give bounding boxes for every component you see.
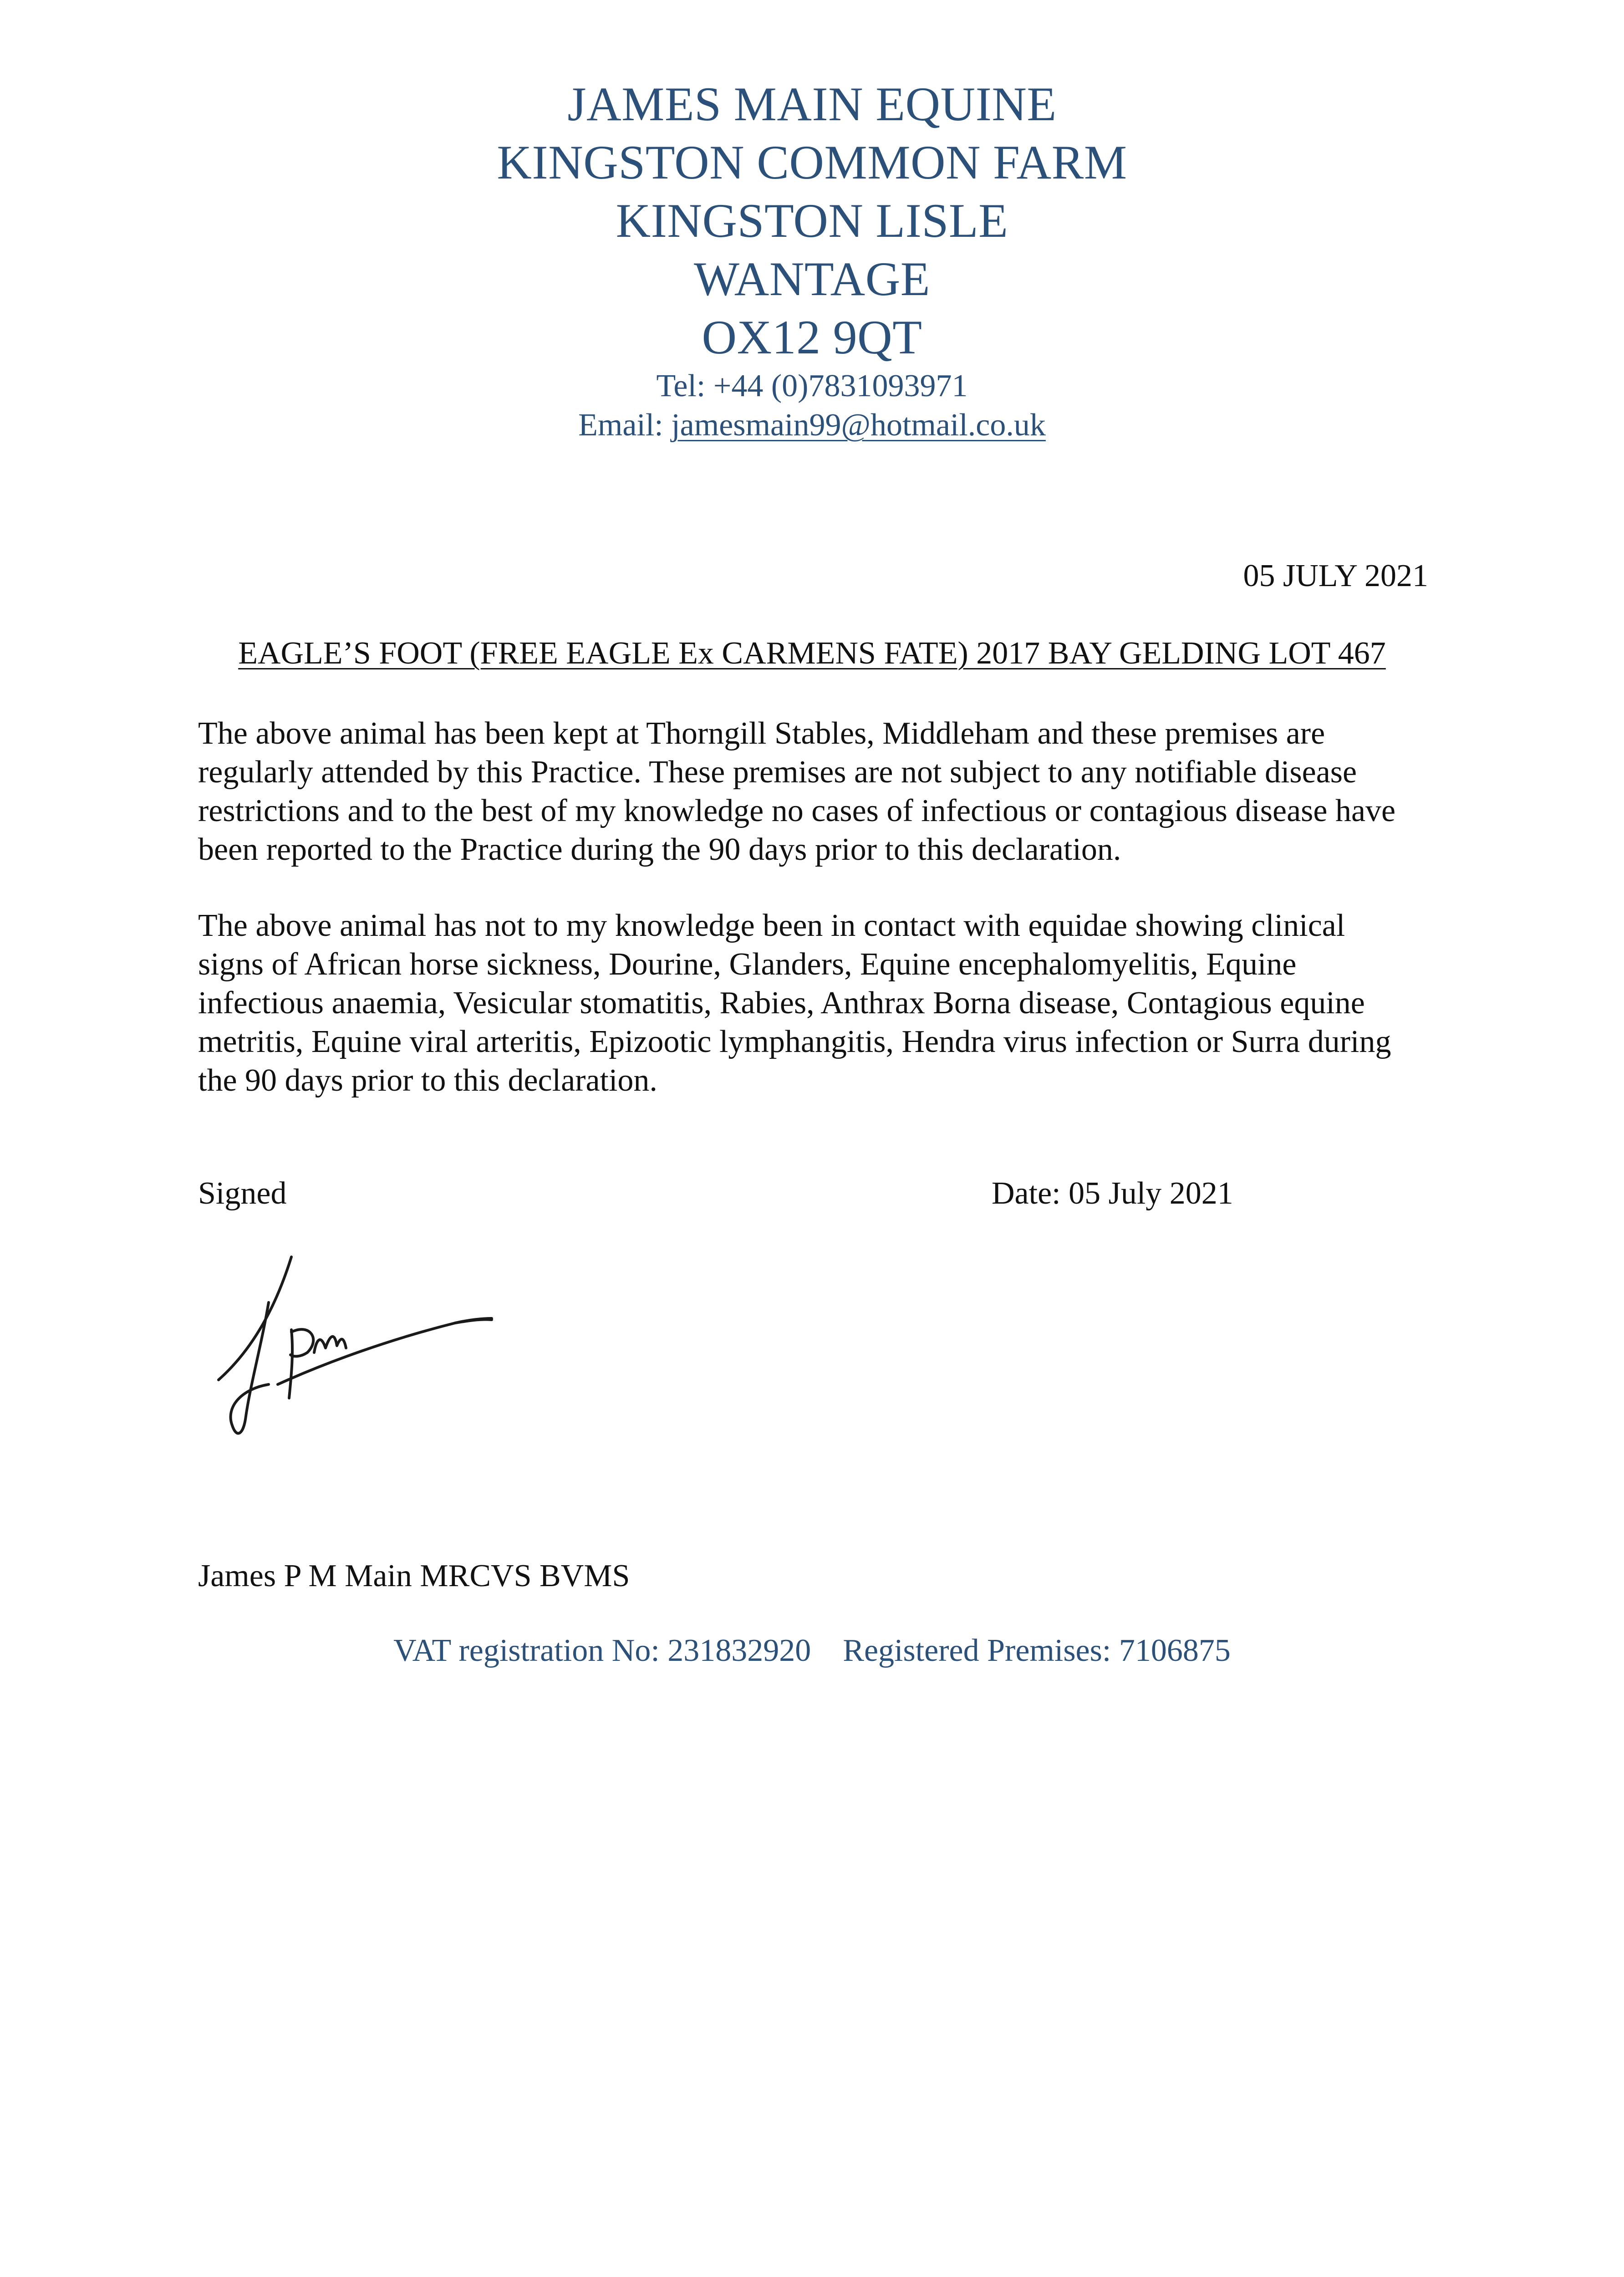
footer-registration bbox=[0, 1631, 1624, 1670]
telephone: Tel: +44 (0)7831093971 bbox=[656, 368, 968, 403]
paragraph-line: infectious anaemia, Vesicular stomatitis, Rabies, Anthrax Borna disease, Contagious equine bbox=[198, 985, 1365, 1021]
address-line-town: WANTAGE bbox=[693, 252, 930, 306]
paragraph-diseases bbox=[198, 906, 1446, 1100]
paragraph-line: metritis, Equine viral arteritis, Epizootic lymphangitis, Hendra virus infection or Surra during bbox=[198, 1024, 1391, 1059]
paragraph-line: the 90 days prior to this declaration. bbox=[198, 1063, 657, 1098]
email-link[interactable]: jamesmain99@hotmail.co.uk bbox=[671, 408, 1046, 443]
address-line-farm: KINGSTON COMMON FARM bbox=[497, 136, 1127, 189]
letter-date: 05 JULY 2021 bbox=[1243, 558, 1428, 593]
address-postcode: OX12 9QT bbox=[702, 311, 922, 364]
paragraph-line: restrictions and to the best of my knowledge no cases of infectious or contagious disease have bbox=[198, 793, 1396, 828]
paragraph-line: signs of African horse sickness, Dourine, Glanders, Equine encephalomyelitis, Equine bbox=[198, 947, 1297, 982]
paragraph-line: The above animal has not to my knowledge been in contact with equidae showing clinical bbox=[198, 908, 1345, 943]
vat-registration: VAT registration No: 231832920 bbox=[393, 1633, 811, 1668]
address-line-village: KINGSTON LISLE bbox=[616, 194, 1008, 247]
signed-label: Signed bbox=[198, 1176, 287, 1211]
registered-premises: Registered Premises: 7106875 bbox=[843, 1633, 1231, 1668]
paragraph-line: regularly attended by this Practice. These premises are not subject to any notifiable disease bbox=[198, 755, 1357, 790]
signature-date: Date: 05 July 2021 bbox=[992, 1176, 1233, 1211]
signatory-name: James P M Main MRCVS BVMS bbox=[198, 1558, 630, 1593]
letterhead bbox=[0, 75, 1624, 445]
email-label: Email: bbox=[578, 408, 672, 443]
subject-heading: EAGLE’S FOOT (FREE EAGLE Ex CARMENS FATE) 2017 BAY GELDING LOT 467 bbox=[238, 636, 1386, 671]
paragraph-premises bbox=[198, 714, 1446, 869]
handwritten-signature bbox=[200, 1225, 546, 1480]
email-line bbox=[0, 406, 1624, 445]
paragraph-line: The above animal has been kept at Thorngill Stables, Middleham and these premises are bbox=[198, 716, 1325, 751]
practice-name: JAMES MAIN EQUINE bbox=[567, 77, 1057, 131]
paragraph-line: been reported to the Practice during the 90 days prior to this declaration. bbox=[198, 832, 1121, 867]
